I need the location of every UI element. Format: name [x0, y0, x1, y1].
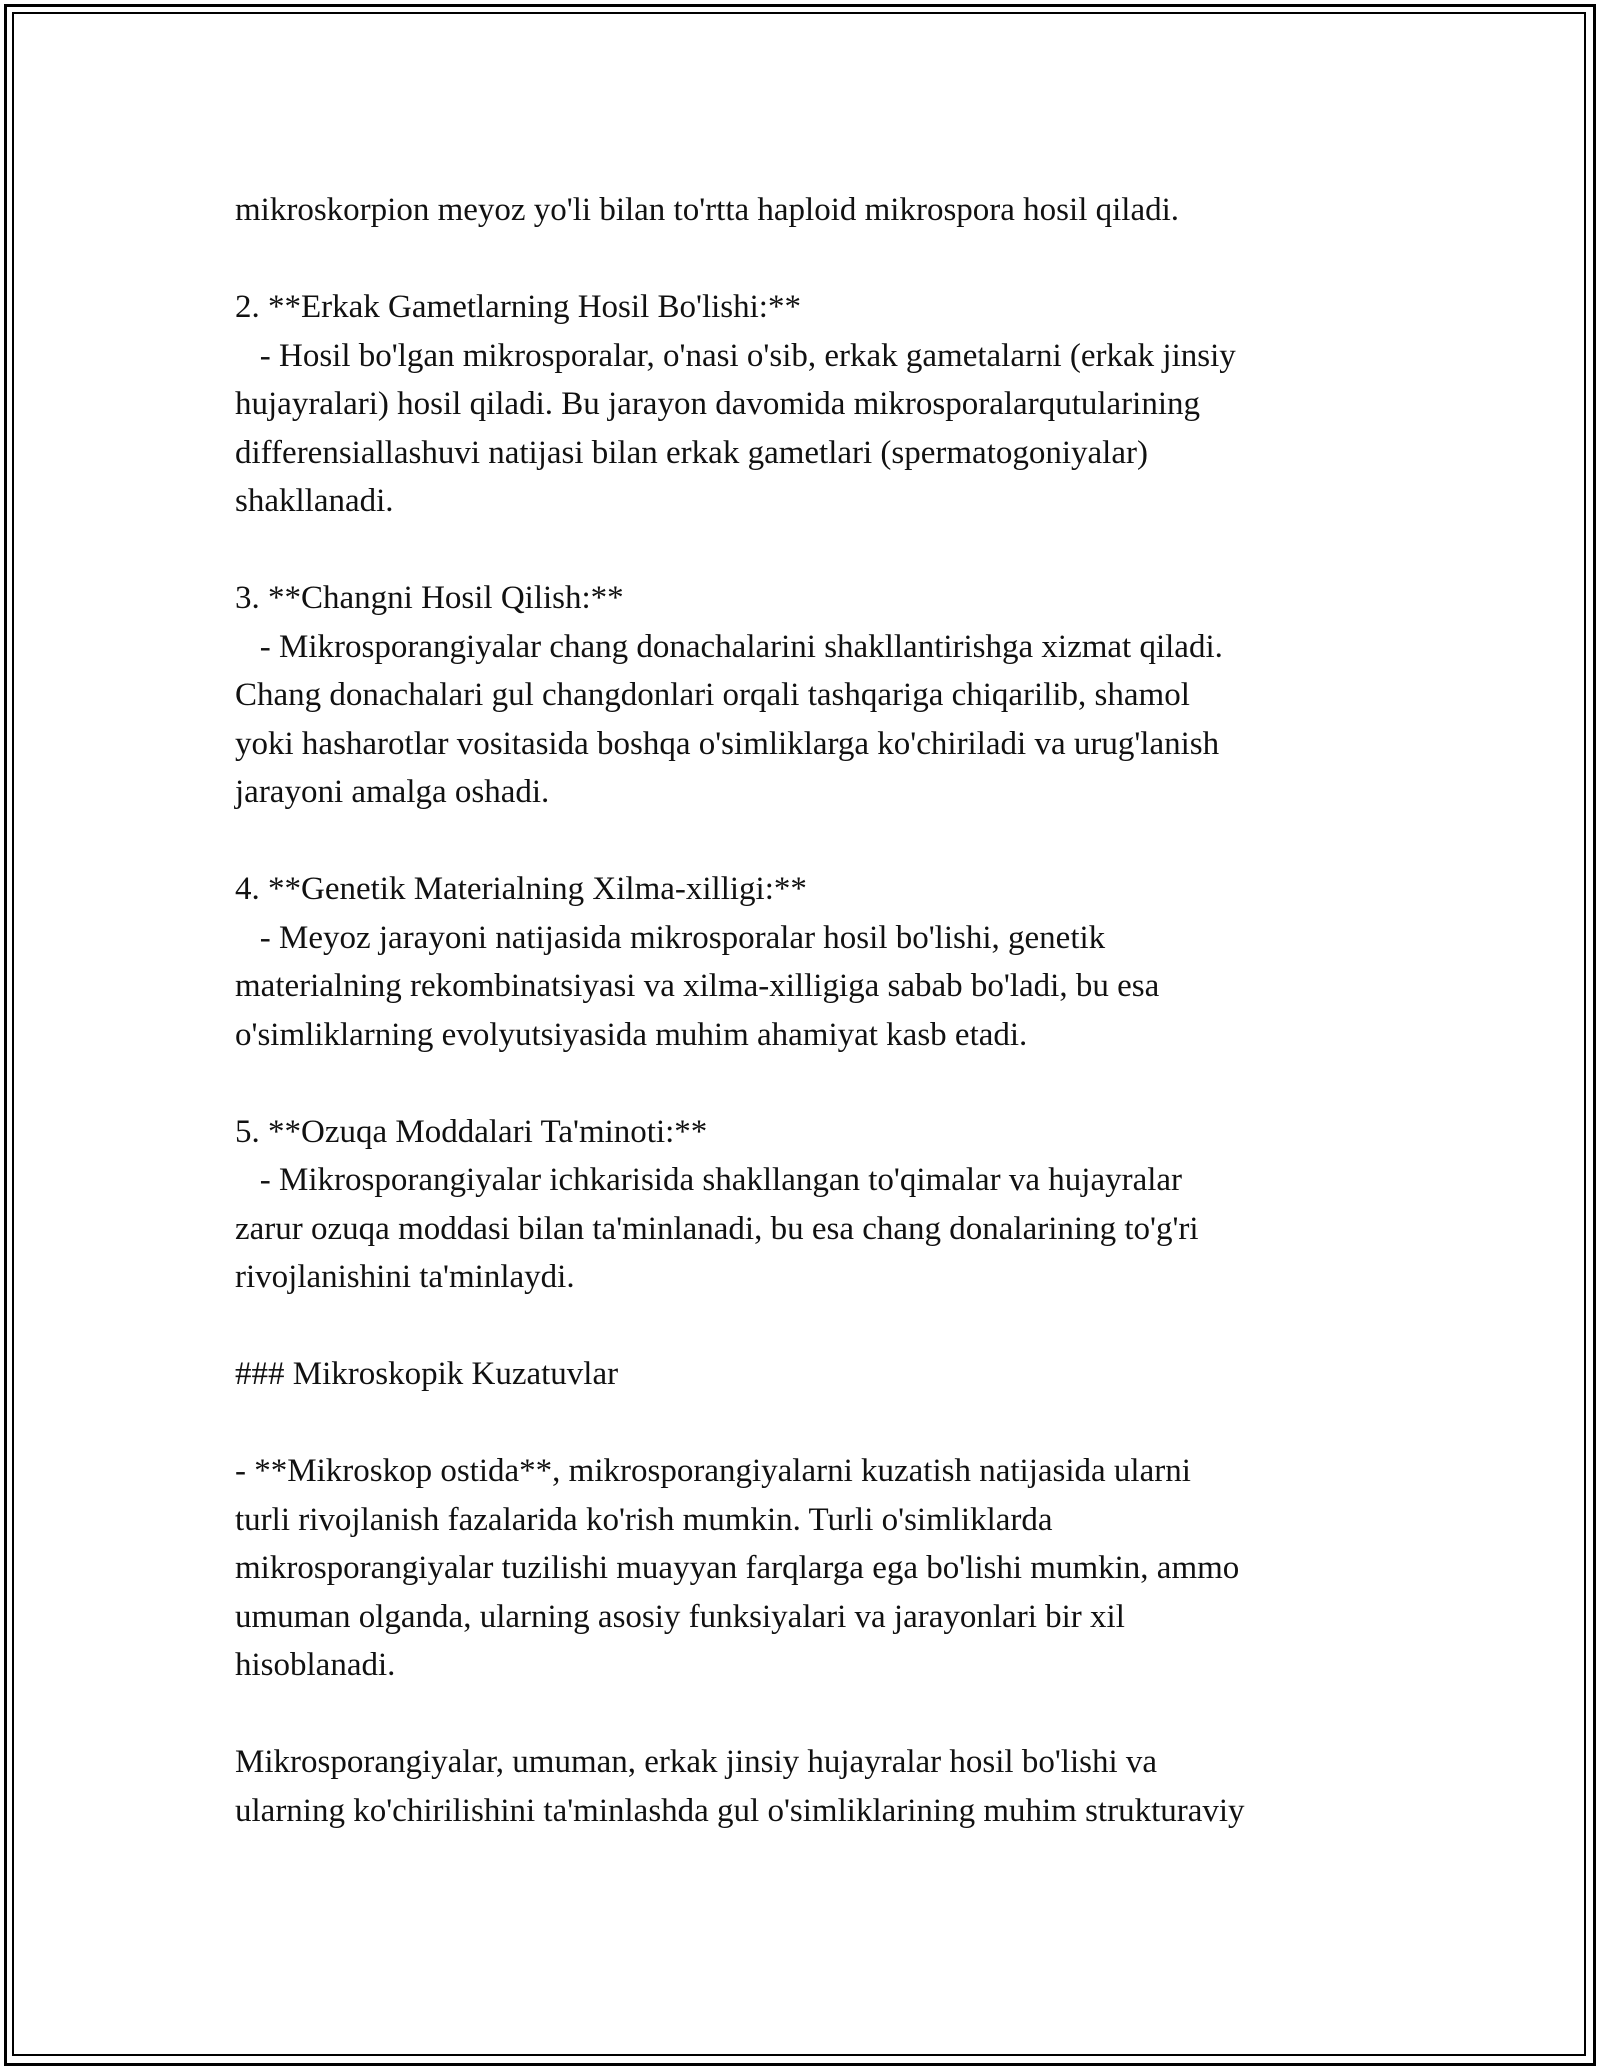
document-body — [235, 186, 1375, 1835]
text-line: - Meyoz jarayoni natijasida mikrosporalar hosil bo'lishi, genetik — [235, 919, 1106, 956]
text-line: turli rivojlanish fazalarida ko'rish mumkin. Turli o'simliklarda — [235, 1501, 1053, 1538]
text-line: materialning rekombinatsiyasi va xilma-xilligiga sabab bo'ladi, bu esa — [235, 968, 1160, 1004]
blank-line — [235, 1302, 1375, 1351]
text-line: ularning ko'chirilishini ta'minlashda gul o'simliklarining muhim strukturaviy — [235, 1792, 1245, 1829]
blank-line — [235, 1399, 1375, 1448]
blank-line — [235, 1690, 1375, 1739]
blank-line — [235, 235, 1375, 284]
text-line: Mikrosporangiyalar, umuman, erkak jinsiy hujayralar hosil bo'lishi va — [235, 1744, 1158, 1780]
text-line: shakllanadi. — [235, 483, 394, 519]
text-line: rivojlanishini ta'minlaydi. — [235, 1259, 575, 1295]
blank-line — [235, 817, 1375, 866]
text-line: hujayralari) hosil qiladi. Bu jarayon davomida mikrosporalarqutularining — [235, 386, 1201, 422]
text-line: mikroskorpion meyoz yo'li bilan to'rtta haploid mikrospora hosil qiladi. — [235, 192, 1180, 228]
text-line: hisoblanadi. — [235, 1647, 396, 1683]
blank-line — [235, 526, 1375, 575]
text-line: differensiallashuvi natijasi bilan erkak gametlari (spermatogoniyalar) — [235, 434, 1148, 471]
text-line: 3. **Changni Hosil Qilish:** — [235, 580, 624, 616]
text-line: - **Mikroskop ostida**, mikrosporangiyalarni kuzatish natijasida ularni — [235, 1453, 1191, 1489]
text-line: o'simliklarning evolyutsiyasida muhim ahamiyat kasb etadi. — [235, 1016, 1028, 1053]
text-line: - Hosil bo'lgan mikrosporalar, o'nasi o'sib, erkak gametalarni (erkak jinsiy — [235, 337, 1236, 374]
text-line: 5. **Ozuqa Moddalari Ta'minoti:** — [235, 1113, 708, 1150]
text-line: jarayoni amalga oshadi. — [235, 774, 550, 810]
text-line: yoki hasharotlar vositasida boshqa o'simliklarga ko'chiriladi va urug'lanish — [235, 725, 1220, 762]
text-line: 2. **Erkak Gametlarning Hosil Bo'lishi:** — [235, 289, 801, 325]
text-line: mikrosporangiyalar tuzilishi muayyan farqlarga ega bo'lishi mumkin, ammo — [235, 1550, 1240, 1586]
text-line: - Mikrosporangiyalar chang donachalarini shakllantirishga xizmat qiladi. — [235, 628, 1223, 665]
text-line: ### Mikroskopik Kuzatuvlar — [235, 1356, 619, 1392]
blank-line — [235, 1059, 1375, 1108]
text-line: Chang donachalari gul changdonlari orqali tashqariga chiqarilib, shamol — [235, 677, 1190, 713]
text-line: umuman olganda, ularning asosiy funksiyalari va jarayonlari bir xil — [235, 1598, 1125, 1635]
text-line: zarur ozuqa moddasi bilan ta'minlanadi, bu esa chang donalarining to'g'ri — [235, 1210, 1199, 1247]
text-line: - Mikrosporangiyalar ichkarisida shakllangan to'qimalar va hujayralar — [235, 1162, 1183, 1198]
text-line: 4. **Genetik Materialning Xilma-xilligi:** — [235, 871, 807, 907]
